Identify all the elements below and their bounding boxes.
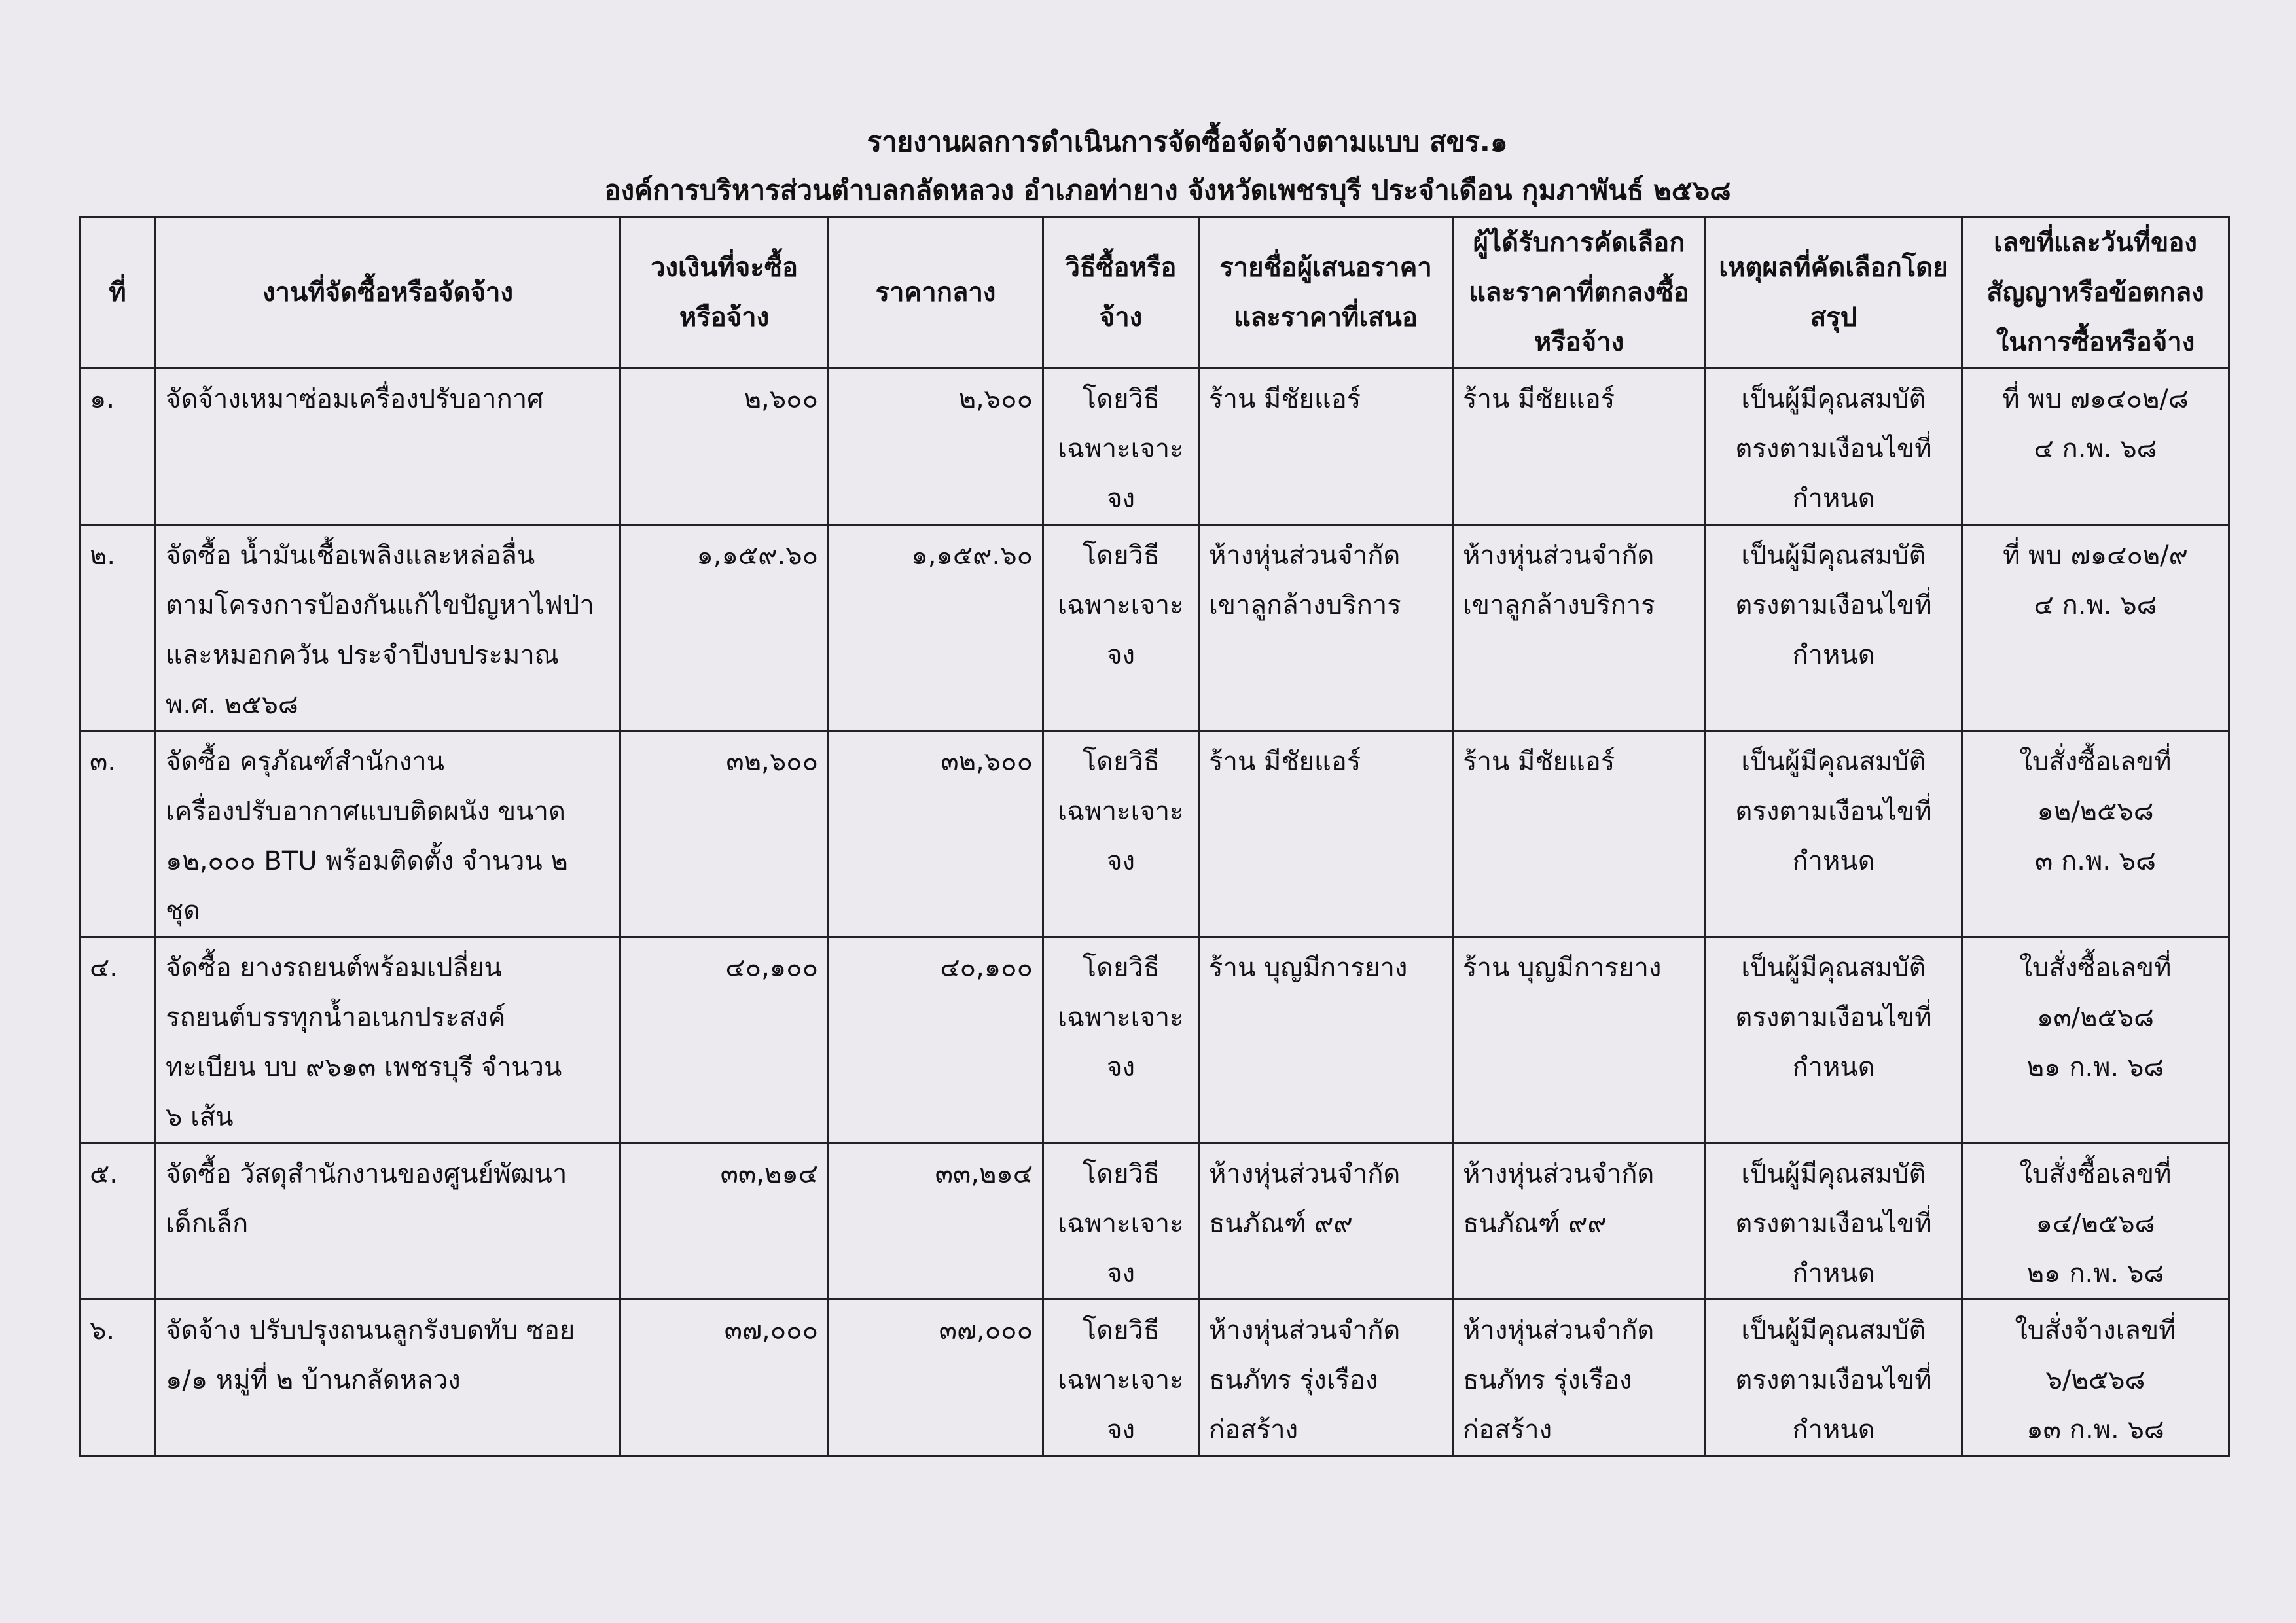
selected-vendor xyxy=(1453,1143,1706,1300)
cell-line: ตรงตามเงือนไขที่ xyxy=(1735,1365,1932,1395)
cell-line: เฉพาะเจาะ xyxy=(1058,1365,1184,1395)
cell-line: ที่ พบ ๗๑๔๐๒/๙ xyxy=(2003,541,2188,571)
bidders-list xyxy=(1199,1300,1453,1456)
item-description xyxy=(156,937,620,1143)
budget-amount: ๓๓,๒๑๔ xyxy=(620,1143,829,1300)
cell-line: จัดซื้อ ยางรถยนต์พร้อมเปลี่ยน xyxy=(166,953,502,983)
cell-line: ร้าน มีชัยแอร์ xyxy=(1209,384,1361,414)
table-row xyxy=(80,731,2229,937)
header-line: เลขที่และวันที่ของ xyxy=(1994,228,2197,258)
bidders-list xyxy=(1199,525,1453,731)
col-header-median-price xyxy=(829,217,1043,368)
budget-amount: ๔๐,๑๐๐ xyxy=(620,937,829,1143)
row-number: ๕. xyxy=(80,1143,156,1300)
item-description xyxy=(156,1143,620,1300)
header-line: หรือจ้าง xyxy=(679,302,770,332)
cell-line: เป็นผู้มีคุณสมบัติ xyxy=(1741,953,1926,983)
cell-line: ก่อสร้าง xyxy=(1209,1415,1299,1445)
cell-line: เครื่องปรับอากาศแบบติดผนัง ขนาด xyxy=(166,796,565,827)
budget-amount: ๓๗,๐๐๐ xyxy=(620,1300,829,1456)
header-line: โดยสรุป xyxy=(1810,253,1948,332)
cell-line: ห้างหุ่นส่วนจำกัด xyxy=(1209,1159,1401,1189)
cell-line: เฉพาะเจาะ xyxy=(1058,434,1184,464)
median-price: ๓๓,๒๑๔ xyxy=(829,1143,1043,1300)
cell-line: ธนภัณฑ์ ๙๙ xyxy=(1463,1209,1607,1239)
cell-line: จง xyxy=(1107,1258,1135,1289)
cell-line: ๒๑ ก.พ. ๖๘ xyxy=(2026,1258,2164,1289)
header-line: และราคาที่เสนอ xyxy=(1234,302,1418,332)
cell-line: ใบสั่งจ้างเลขที่ xyxy=(2015,1315,2176,1346)
selection-reason xyxy=(1706,1300,1962,1456)
bidders-list xyxy=(1199,937,1453,1143)
procurement-method xyxy=(1043,731,1199,937)
cell-line: ใบสั่งซื้อเลขที่ xyxy=(2019,747,2172,777)
cell-line: จง xyxy=(1107,846,1135,876)
header-line: งานที่จัดซื้อหรือจัดจ้าง xyxy=(262,277,513,308)
cell-line: ที่ พบ ๗๑๔๐๒/๘ xyxy=(2002,384,2189,414)
header-line: ผู้ได้รับการ xyxy=(1473,228,1594,258)
median-price: ๒,๖๐๐ xyxy=(829,368,1043,525)
cell-line: กำหนด xyxy=(1792,640,1875,670)
cell-line: เขาลูกล้างบริการ xyxy=(1463,590,1655,620)
cell-line: รถยนต์บรรทุกน้ำอเนกประสงค์ xyxy=(166,1003,506,1033)
cell-line: เฉพาะเจาะ xyxy=(1058,1003,1184,1033)
row-number: ๓. xyxy=(80,731,156,937)
selection-reason xyxy=(1706,525,1962,731)
cell-line: ห้างหุ่นส่วนจำกัด xyxy=(1209,541,1401,571)
table-row xyxy=(80,368,2229,525)
contract-reference xyxy=(1962,1143,2229,1300)
median-price: ๓๗,๐๐๐ xyxy=(829,1300,1043,1456)
cell-line: โดยวิธี xyxy=(1082,384,1160,414)
cell-line: ๑๓/๒๕๖๘ xyxy=(2036,1003,2155,1033)
cell-line: ห้างหุ่นส่วนจำกัด xyxy=(1463,541,1655,571)
cell-line: ร้าน มีชัยแอร์ xyxy=(1463,747,1615,777)
item-description xyxy=(156,368,620,525)
row-number: ๖. xyxy=(80,1300,156,1456)
budget-amount: ๑,๑๕๙.๖๐ xyxy=(620,525,829,731)
cell-line: ใบสั่งซื้อเลขที่ xyxy=(2019,1159,2172,1189)
cell-line: ตรงตามเงือนไขที่ xyxy=(1735,590,1932,620)
header-line: คัดเลือกและราคา xyxy=(1469,228,1685,308)
cell-line: ตรงตามเงือนไขที่ xyxy=(1735,1209,1932,1239)
cell-line: ๒๑ ก.พ. ๖๘ xyxy=(2026,1052,2164,1082)
col-header-winner xyxy=(1453,217,1706,368)
selection-reason xyxy=(1706,368,1962,525)
cell-line: กำหนด xyxy=(1792,1052,1875,1082)
cell-line: พ.ศ. ๒๕๖๘ xyxy=(166,690,298,720)
bidders-list xyxy=(1199,731,1453,937)
report-title: รายงานผลการดำเนินการจัดซื้อจัดจ้างตามแบบ สขร.๑ xyxy=(867,126,1508,158)
header-line: วิธีซื้อหรือ xyxy=(1065,253,1177,283)
cell-line: จัดจ้าง ปรับปรุงถนนลูกรังบดทับ ซอย xyxy=(166,1315,575,1346)
median-price: ๓๒,๖๐๐ xyxy=(829,731,1043,937)
report-subtitle: องค์การบริหารส่วนตำบลกลัดหลวง อำเภอท่ายาง จังหวัดเพชรบุรี ประจำเดือน กุมภาพันธ์ ๒๕๖๘ xyxy=(604,174,1731,206)
procurement-method xyxy=(1043,1143,1199,1300)
contract-reference xyxy=(1962,937,2229,1143)
selected-vendor xyxy=(1453,525,1706,731)
row-number: ๒. xyxy=(80,525,156,731)
cell-line: จัดซื้อ ครุภัณฑ์สำนักงาน xyxy=(166,747,444,777)
col-header-item xyxy=(156,217,620,368)
cell-line: ๑๓ ก.พ. ๖๘ xyxy=(2026,1415,2164,1445)
table-row xyxy=(80,525,2229,731)
header-line: ในการซื้อหรือจ้าง xyxy=(1996,327,2195,357)
cell-line: กำหนด xyxy=(1792,846,1875,876)
col-header-contract xyxy=(1962,217,2229,368)
table-row xyxy=(80,937,2229,1143)
contract-reference xyxy=(1962,731,2229,937)
col-header-bidders xyxy=(1199,217,1453,368)
cell-line: ห้างหุ่นส่วนจำกัด xyxy=(1463,1159,1655,1189)
cell-line: โดยวิธี xyxy=(1082,747,1160,777)
cell-line: ตรงตามเงือนไขที่ xyxy=(1735,434,1932,464)
cell-line: ร้าน มีชัยแอร์ xyxy=(1463,384,1615,414)
header-line: วงเงินที่จะซื้อ xyxy=(651,253,798,283)
cell-line: ๑๒,๐๐๐ BTU พร้อมติดตั้ง จำนวน ๒ xyxy=(166,846,568,876)
cell-line: เฉพาะเจาะ xyxy=(1058,1209,1184,1239)
col-header-reason xyxy=(1706,217,1962,368)
bidders-list xyxy=(1199,1143,1453,1300)
col-header-method xyxy=(1043,217,1199,368)
cell-line: เด็กเล็ก xyxy=(166,1209,249,1239)
cell-line: ตามโครงการป้องกันแก้ไขปัญหาไฟป่า xyxy=(166,590,594,620)
header-line: ที่ xyxy=(109,277,126,308)
cell-line: ๑๒/๒๕๖๘ xyxy=(2037,796,2154,827)
cell-line: โดยวิธี xyxy=(1082,541,1160,571)
header-line: ที่ตกลงซื้อหรือจ้าง xyxy=(1534,277,1689,357)
cell-line: ร้าน บุญมีการยาง xyxy=(1463,953,1662,983)
cell-line: และหมอกควัน ประจำปีงบประมาณ xyxy=(166,640,559,670)
cell-line: ๓ ก.พ. ๖๘ xyxy=(2034,846,2157,876)
cell-line: กำหนด xyxy=(1792,1258,1875,1289)
cell-line: ตรงตามเงือนไขที่ xyxy=(1735,1003,1932,1033)
cell-line: เฉพาะเจาะ xyxy=(1058,590,1184,620)
cell-line: ใบสั่งซื้อเลขที่ xyxy=(2019,953,2172,983)
cell-line: ร้าน บุญมีการยาง xyxy=(1209,953,1408,983)
median-price: ๑,๑๕๙.๖๐ xyxy=(829,525,1043,731)
header-line: จ้าง xyxy=(1099,302,1143,332)
procurement-table xyxy=(79,216,2230,1457)
cell-line: กำหนด xyxy=(1792,1415,1875,1445)
cell-line: ธนภัณฑ์ ๙๙ xyxy=(1209,1209,1353,1239)
contract-reference xyxy=(1962,1300,2229,1456)
table-row xyxy=(80,1143,2229,1300)
cell-line: ห้างหุ่นส่วนจำกัด xyxy=(1209,1315,1401,1346)
cell-line: จง xyxy=(1107,484,1135,514)
median-price: ๔๐,๑๐๐ xyxy=(829,937,1043,1143)
cell-line: ทะเบียน บบ ๙๖๑๓ เพชรบุรี จำนวน xyxy=(166,1052,562,1082)
row-number: ๑. xyxy=(80,368,156,525)
cell-line: จัดซื้อ วัสดุสำนักงานของศูนย์พัฒนา xyxy=(166,1159,567,1189)
cell-line: ชุด xyxy=(166,896,201,926)
cell-line: กำหนด xyxy=(1792,484,1875,514)
cell-line: โดยวิธี xyxy=(1082,1159,1160,1189)
cell-line: ๔ ก.พ. ๖๘ xyxy=(2034,590,2157,620)
contract-reference xyxy=(1962,368,2229,525)
col-header-budget xyxy=(620,217,829,368)
budget-amount: ๓๒,๖๐๐ xyxy=(620,731,829,937)
cell-line: ก่อสร้าง xyxy=(1463,1415,1552,1445)
cell-line: จง xyxy=(1107,640,1135,670)
header-line: ราคากลาง xyxy=(875,277,996,308)
cell-line: ๑/๑ หมู่ที่ ๒ บ้านกลัดหลวง xyxy=(166,1365,461,1395)
cell-line: ๑๔/๒๕๖๘ xyxy=(2036,1209,2155,1239)
cell-line: โดยวิธี xyxy=(1082,953,1160,983)
table-row xyxy=(80,1300,2229,1456)
cell-line: จง xyxy=(1107,1052,1135,1082)
cell-line: เป็นผู้มีคุณสมบัติ xyxy=(1741,1159,1926,1189)
selected-vendor xyxy=(1453,368,1706,525)
cell-line: ห้างหุ่นส่วนจำกัด xyxy=(1463,1315,1655,1346)
item-description xyxy=(156,1300,620,1456)
selected-vendor xyxy=(1453,1300,1706,1456)
cell-line: เป็นผู้มีคุณสมบัติ xyxy=(1741,384,1926,414)
cell-line: จัดซื้อ น้ำมันเชื้อเพลิงและหล่อลื่น xyxy=(166,541,535,571)
selection-reason xyxy=(1706,937,1962,1143)
cell-line: ตรงตามเงือนไขที่ xyxy=(1735,796,1932,827)
item-description xyxy=(156,525,620,731)
header-line: เหตุผลที่คัดเลือก xyxy=(1719,253,1902,283)
col-header-no xyxy=(80,217,156,368)
cell-line: จง xyxy=(1107,1415,1135,1445)
cell-line: โดยวิธี xyxy=(1082,1315,1160,1346)
item-description xyxy=(156,731,620,937)
contract-reference xyxy=(1962,525,2229,731)
cell-line: เฉพาะเจาะ xyxy=(1058,796,1184,827)
cell-line: เขาลูกล้างบริการ xyxy=(1209,590,1401,620)
row-number: ๔. xyxy=(80,937,156,1143)
cell-line: ๖/๒๕๖๘ xyxy=(2045,1365,2145,1395)
cell-line: ๖ เส้น xyxy=(166,1102,234,1132)
procurement-method xyxy=(1043,525,1199,731)
selection-reason xyxy=(1706,731,1962,937)
selected-vendor xyxy=(1453,937,1706,1143)
header-line: สัญญาหรือข้อตกลง xyxy=(1986,277,2204,308)
selection-reason xyxy=(1706,1143,1962,1300)
cell-line: เป็นผู้มีคุณสมบัติ xyxy=(1741,1315,1926,1346)
cell-line: เป็นผู้มีคุณสมบัติ xyxy=(1741,747,1926,777)
selected-vendor xyxy=(1453,731,1706,937)
cell-line: ธนภัทร รุ่งเรือง xyxy=(1209,1365,1378,1395)
procurement-method xyxy=(1043,368,1199,525)
procurement-method xyxy=(1043,937,1199,1143)
budget-amount: ๒,๖๐๐ xyxy=(620,368,829,525)
bidders-list xyxy=(1199,368,1453,525)
table-header-row xyxy=(80,217,2229,368)
cell-line: ๔ ก.พ. ๖๘ xyxy=(2034,434,2157,464)
cell-line: จัดจ้างเหมาซ่อมเครื่องปรับอากาศ xyxy=(166,384,544,414)
header-line: รายชื่อผู้เสนอราคา xyxy=(1219,253,1432,283)
cell-line: ร้าน มีชัยแอร์ xyxy=(1209,747,1361,777)
procurement-method xyxy=(1043,1300,1199,1456)
cell-line: เป็นผู้มีคุณสมบัติ xyxy=(1741,541,1926,571)
cell-line: ธนภัทร รุ่งเรือง xyxy=(1463,1365,1632,1395)
